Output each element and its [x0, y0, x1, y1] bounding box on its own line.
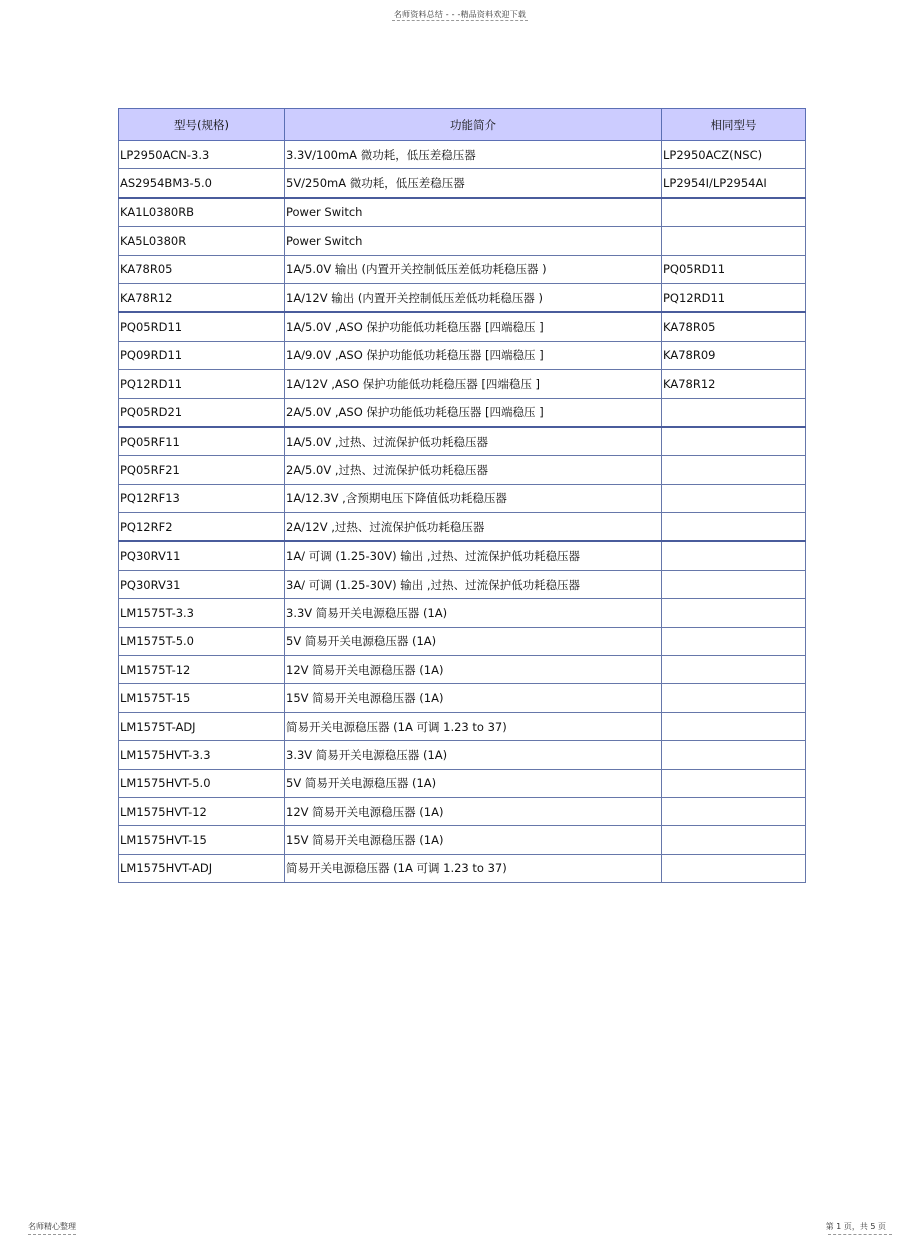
table-row	[119, 599, 806, 627]
equivalent-cell: KA78R12	[662, 370, 806, 398]
model-cell: LM1575T-3.3	[119, 599, 285, 627]
equivalent-cell	[662, 198, 806, 227]
equivalent-cell	[662, 513, 806, 542]
model-cell: KA1L0380RB	[119, 198, 285, 227]
table-row	[119, 198, 806, 227]
footer-left-note: 名师精心整理	[28, 1222, 76, 1231]
description-cell: 1A/5.0V 输出 (内置开关控制低压差低功耗稳压器 )	[285, 255, 662, 283]
model-cell: KA78R12	[119, 283, 285, 312]
equivalent-cell: PQ12RD11	[662, 283, 806, 312]
table-row	[119, 341, 806, 369]
table-row	[119, 227, 806, 255]
description-cell: 15V 简易开关电源稳压器 (1A)	[285, 826, 662, 854]
model-cell: PQ05RF21	[119, 456, 285, 484]
description-cell: Power Switch	[285, 227, 662, 255]
equivalent-cell: LP2950ACZ(NSC)	[662, 141, 806, 169]
column-header-model: 型号(规格)	[119, 109, 285, 141]
equivalent-cell	[662, 627, 806, 655]
model-cell: LM1575T-ADJ	[119, 712, 285, 740]
table-row	[119, 541, 806, 570]
description-cell: 2A/5.0V ,ASO 保护功能低功耗稳压器 [四端稳压 ]	[285, 398, 662, 427]
description-cell: 1A/5.0V ,过热、过流保护低功耗稳压器	[285, 427, 662, 456]
equivalent-cell	[662, 854, 806, 882]
table-row	[119, 769, 806, 797]
model-cell: KA5L0380R	[119, 227, 285, 255]
table-row	[119, 797, 806, 825]
description-cell: 2A/12V ,过热、过流保护低功耗稳压器	[285, 513, 662, 542]
equivalent-cell	[662, 684, 806, 712]
model-cell: PQ05RD21	[119, 398, 285, 427]
description-cell: 3.3V 简易开关电源稳压器 (1A)	[285, 741, 662, 769]
table-row	[119, 513, 806, 542]
table-row	[119, 456, 806, 484]
model-cell: LM1575T-15	[119, 684, 285, 712]
footer-left-divider	[28, 1234, 76, 1235]
description-cell: 2A/5.0V ,过热、过流保护低功耗稳压器	[285, 456, 662, 484]
equivalent-cell	[662, 398, 806, 427]
description-cell: 5V/250mA 微功耗，低压差稳压器	[285, 169, 662, 198]
equivalent-cell	[662, 599, 806, 627]
equivalent-cell	[662, 712, 806, 740]
table-row	[119, 169, 806, 198]
model-cell: LM1575HVT-3.3	[119, 741, 285, 769]
model-cell: PQ09RD11	[119, 341, 285, 369]
description-cell: 1A/9.0V ,ASO 保护功能低功耗稳压器 [四端稳压 ]	[285, 341, 662, 369]
header-note: 名师资料总结 - - -精品资料欢迎下载	[393, 10, 527, 19]
description-cell: 3.3V/100mA 微功耗，低压差稳压器	[285, 141, 662, 169]
table-row	[119, 370, 806, 398]
description-cell: 15V 简易开关电源稳压器 (1A)	[285, 684, 662, 712]
model-cell: LM1575T-12	[119, 656, 285, 684]
description-cell: 1A/12.3V ,含预期电压下降值低功耗稳压器	[285, 484, 662, 512]
equivalent-cell	[662, 741, 806, 769]
model-cell: LM1575HVT-ADJ	[119, 854, 285, 882]
equivalent-cell	[662, 826, 806, 854]
table-row	[119, 484, 806, 512]
table-row	[119, 283, 806, 312]
model-cell: LM1575HVT-15	[119, 826, 285, 854]
description-cell: 1A/12V 输出 (内置开关控制低压差低功耗稳压器 )	[285, 283, 662, 312]
description-cell: 简易开关电源稳压器 (1A 可调 1.23 to 37)	[285, 854, 662, 882]
model-cell: PQ12RF2	[119, 513, 285, 542]
table-row	[119, 712, 806, 740]
equivalent-cell	[662, 656, 806, 684]
page-indicator: 第 1 页，共 5 页	[825, 1222, 886, 1231]
table-row	[119, 656, 806, 684]
equivalent-cell	[662, 797, 806, 825]
column-header-description: 功能简介	[285, 109, 662, 141]
description-cell: 1A/ 可调 (1.25-30V) 输出 ,过热、过流保护低功耗稳压器	[285, 541, 662, 570]
equivalent-cell	[662, 484, 806, 512]
description-cell: 3.3V 简易开关电源稳压器 (1A)	[285, 599, 662, 627]
equivalent-cell	[662, 227, 806, 255]
equivalent-cell	[662, 570, 806, 598]
regulator-table	[118, 108, 806, 883]
model-cell: PQ12RF13	[119, 484, 285, 512]
model-cell: KA78R05	[119, 255, 285, 283]
model-cell: LP2950ACN-3.3	[119, 141, 285, 169]
equivalent-cell	[662, 456, 806, 484]
description-cell: 5V 简易开关电源稳压器 (1A)	[285, 769, 662, 797]
equivalent-cell: PQ05RD11	[662, 255, 806, 283]
model-cell: LM1575HVT-5.0	[119, 769, 285, 797]
equivalent-cell: KA78R09	[662, 341, 806, 369]
model-cell: LM1575HVT-12	[119, 797, 285, 825]
model-cell: PQ05RD11	[119, 312, 285, 341]
table-row	[119, 141, 806, 169]
table-row	[119, 255, 806, 283]
table-body	[119, 141, 806, 883]
description-cell: 12V 简易开关电源稳压器 (1A)	[285, 797, 662, 825]
description-cell: 12V 简易开关电源稳压器 (1A)	[285, 656, 662, 684]
table-row	[119, 427, 806, 456]
equivalent-cell	[662, 541, 806, 570]
equivalent-cell	[662, 769, 806, 797]
table-row	[119, 684, 806, 712]
equivalent-cell: KA78R05	[662, 312, 806, 341]
table-row	[119, 627, 806, 655]
table-row	[119, 570, 806, 598]
table-row	[119, 826, 806, 854]
table-header-row	[119, 109, 806, 141]
description-cell: Power Switch	[285, 198, 662, 227]
model-cell: PQ30RV11	[119, 541, 285, 570]
equivalent-cell	[662, 427, 806, 456]
table-row	[119, 854, 806, 882]
equivalent-cell: LP2954I/LP2954AI	[662, 169, 806, 198]
description-cell: 1A/12V ,ASO 保护功能低功耗稳压器 [四端稳压 ]	[285, 370, 662, 398]
description-cell: 3A/ 可调 (1.25-30V) 输出 ,过热、过流保护低功耗稳压器	[285, 570, 662, 598]
description-cell: 1A/5.0V ,ASO 保护功能低功耗稳压器 [四端稳压 ]	[285, 312, 662, 341]
table-row	[119, 398, 806, 427]
table-row	[119, 312, 806, 341]
description-cell: 简易开关电源稳压器 (1A 可调 1.23 to 37)	[285, 712, 662, 740]
model-cell: AS2954BM3-5.0	[119, 169, 285, 198]
model-cell: PQ12RD11	[119, 370, 285, 398]
header-divider	[392, 20, 528, 21]
model-cell: PQ05RF11	[119, 427, 285, 456]
column-header-equivalent: 相同型号	[662, 109, 806, 141]
model-cell: PQ30RV31	[119, 570, 285, 598]
table-row	[119, 741, 806, 769]
model-cell: LM1575T-5.0	[119, 627, 285, 655]
description-cell: 5V 简易开关电源稳压器 (1A)	[285, 627, 662, 655]
footer-right-divider	[828, 1234, 892, 1235]
